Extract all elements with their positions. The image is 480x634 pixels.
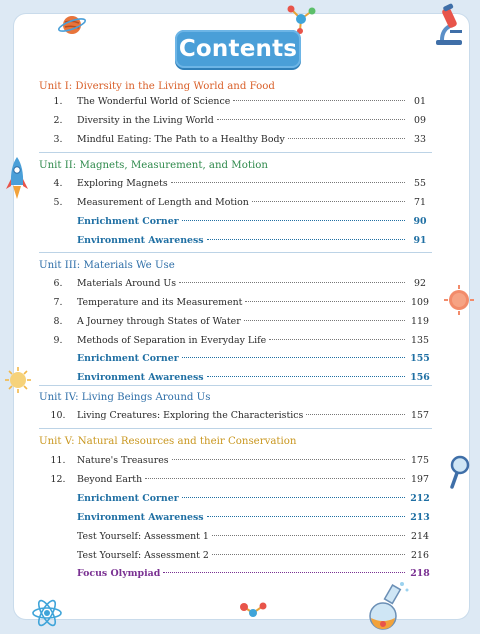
entry-title: Living Creatures: Exploring the Characteristics <box>77 410 304 421</box>
entry-page: 91 <box>413 235 427 246</box>
entry-page: 33 <box>414 134 426 145</box>
dot-leader <box>179 282 405 283</box>
entry-page: 135 <box>411 335 429 346</box>
unit-heading: Unit I: Diversity in the Living World and Food <box>39 81 275 92</box>
toc-entry[interactable] <box>39 512 432 526</box>
entry-number: 6. <box>53 278 63 289</box>
entry-page: 212 <box>410 493 430 504</box>
atom-icon <box>30 596 64 630</box>
dot-leader <box>212 554 405 555</box>
toc-entry[interactable] <box>39 197 432 211</box>
dot-leader <box>217 119 405 120</box>
entry-title: A Journey through States of Water <box>77 316 241 327</box>
entry-number: 5. <box>53 197 63 208</box>
planet-icon <box>57 10 87 40</box>
toc-entry[interactable] <box>39 278 432 292</box>
dot-leader <box>182 357 405 358</box>
entry-number: 2. <box>53 115 63 126</box>
dot-leader <box>163 572 405 573</box>
flask-icon <box>368 578 412 632</box>
entry-title: Focus Olympiad <box>77 568 161 579</box>
toc-entry[interactable] <box>39 568 432 582</box>
toc-entry[interactable] <box>39 531 432 545</box>
entry-title: Measurement of Length and Motion <box>77 197 249 208</box>
entry-number: 3. <box>53 134 63 145</box>
molecule-small-icon <box>238 600 268 622</box>
entry-page: 109 <box>411 297 429 308</box>
toc-entry[interactable] <box>39 474 432 488</box>
toc-entry[interactable] <box>39 550 432 564</box>
dot-leader <box>244 320 405 321</box>
toc-entry[interactable] <box>39 372 432 386</box>
entry-number: 4. <box>53 178 63 189</box>
page-title: Contents <box>175 30 301 68</box>
dot-leader <box>233 100 405 101</box>
entry-title: Environment Awareness <box>77 512 204 523</box>
entry-number: 9. <box>53 335 63 346</box>
section-divider <box>39 252 432 253</box>
microscope-icon <box>430 2 466 46</box>
entry-number: 12. <box>50 474 66 485</box>
entry-page: 119 <box>411 316 429 327</box>
entry-number: 7. <box>53 297 63 308</box>
dot-leader <box>212 535 405 536</box>
unit-heading: Unit V: Natural Resources and their Conservation <box>39 436 297 447</box>
toc-entry[interactable] <box>39 316 432 330</box>
dot-leader <box>252 201 405 202</box>
entry-page: 01 <box>414 96 426 107</box>
toc-entry[interactable] <box>39 353 432 367</box>
entry-title: Test Yourself: Assessment 2 <box>77 550 209 561</box>
dot-leader <box>245 301 405 302</box>
dot-leader <box>207 239 405 240</box>
dot-leader <box>171 182 405 183</box>
toc-entry[interactable] <box>39 178 432 192</box>
dot-leader <box>182 497 405 498</box>
dot-leader <box>145 478 405 479</box>
entry-title: Enrichment Corner <box>77 353 179 364</box>
dot-leader <box>269 339 405 340</box>
dot-leader <box>207 516 405 517</box>
entry-page: 214 <box>411 531 429 542</box>
entry-title: Mindful Eating: The Path to a Healthy Body <box>77 134 285 145</box>
star-icon <box>4 366 32 394</box>
entry-title: Enrichment Corner <box>77 216 179 227</box>
entry-number: 11. <box>50 455 66 466</box>
unit-heading: Unit IV: Living Beings Around Us <box>39 392 211 403</box>
magnifier-icon <box>448 455 472 489</box>
toc-entry[interactable] <box>39 335 432 349</box>
toc-entry[interactable] <box>39 115 432 129</box>
dot-leader <box>182 220 405 221</box>
toc-entry[interactable] <box>39 410 432 424</box>
entry-page: 92 <box>414 278 426 289</box>
entry-number: 10. <box>50 410 66 421</box>
toc-entry[interactable] <box>39 455 432 469</box>
section-divider <box>39 152 432 153</box>
entry-page: 90 <box>413 216 427 227</box>
toc-entry[interactable] <box>39 216 432 230</box>
toc-entry[interactable] <box>39 297 432 311</box>
unit-heading: Unit II: Magnets, Measurement, and Motion <box>39 160 268 171</box>
entry-title: Nature's Treasures <box>77 455 169 466</box>
section-divider <box>39 428 432 429</box>
entry-title: The Wonderful World of Science <box>77 96 231 107</box>
entry-page: 156 <box>410 372 430 383</box>
entry-title: Diversity in the Living World <box>77 115 214 126</box>
entry-title: Enrichment Corner <box>77 493 179 504</box>
entry-page: 71 <box>414 197 426 208</box>
entry-page: 09 <box>414 115 426 126</box>
dot-leader <box>306 414 405 415</box>
entry-number: 1. <box>53 96 63 107</box>
dot-leader <box>207 376 405 377</box>
entry-page: 213 <box>410 512 430 523</box>
entry-title: Beyond Earth <box>77 474 143 485</box>
dot-leader <box>288 138 405 139</box>
entry-title: Materials Around Us <box>77 278 177 289</box>
entry-title: Environment Awareness <box>77 235 204 246</box>
toc-entry[interactable] <box>39 134 432 148</box>
entry-page: 55 <box>414 178 426 189</box>
entry-page: 218 <box>410 568 430 579</box>
toc-entry[interactable] <box>39 96 432 110</box>
rocket-icon <box>6 155 28 201</box>
entry-title: Methods of Separation in Everyday Life <box>77 335 267 346</box>
entry-title: Exploring Magnets <box>77 178 168 189</box>
entry-page: 216 <box>411 550 429 561</box>
unit-heading: Unit III: Materials We Use <box>39 260 175 271</box>
section-divider <box>39 385 432 386</box>
entry-page: 197 <box>411 474 429 485</box>
toc-entry[interactable] <box>39 493 432 507</box>
entry-page: 175 <box>411 455 429 466</box>
toc-entry[interactable] <box>39 235 432 249</box>
entry-title: Environment Awareness <box>77 372 204 383</box>
dot-leader <box>172 459 405 460</box>
sun-icon <box>444 285 474 315</box>
entry-title: Temperature and its Measurement <box>77 297 243 308</box>
entry-title: Test Yourself: Assessment 1 <box>77 531 209 542</box>
entry-page: 157 <box>411 410 429 421</box>
entry-number: 8. <box>53 316 63 327</box>
entry-page: 155 <box>410 353 430 364</box>
